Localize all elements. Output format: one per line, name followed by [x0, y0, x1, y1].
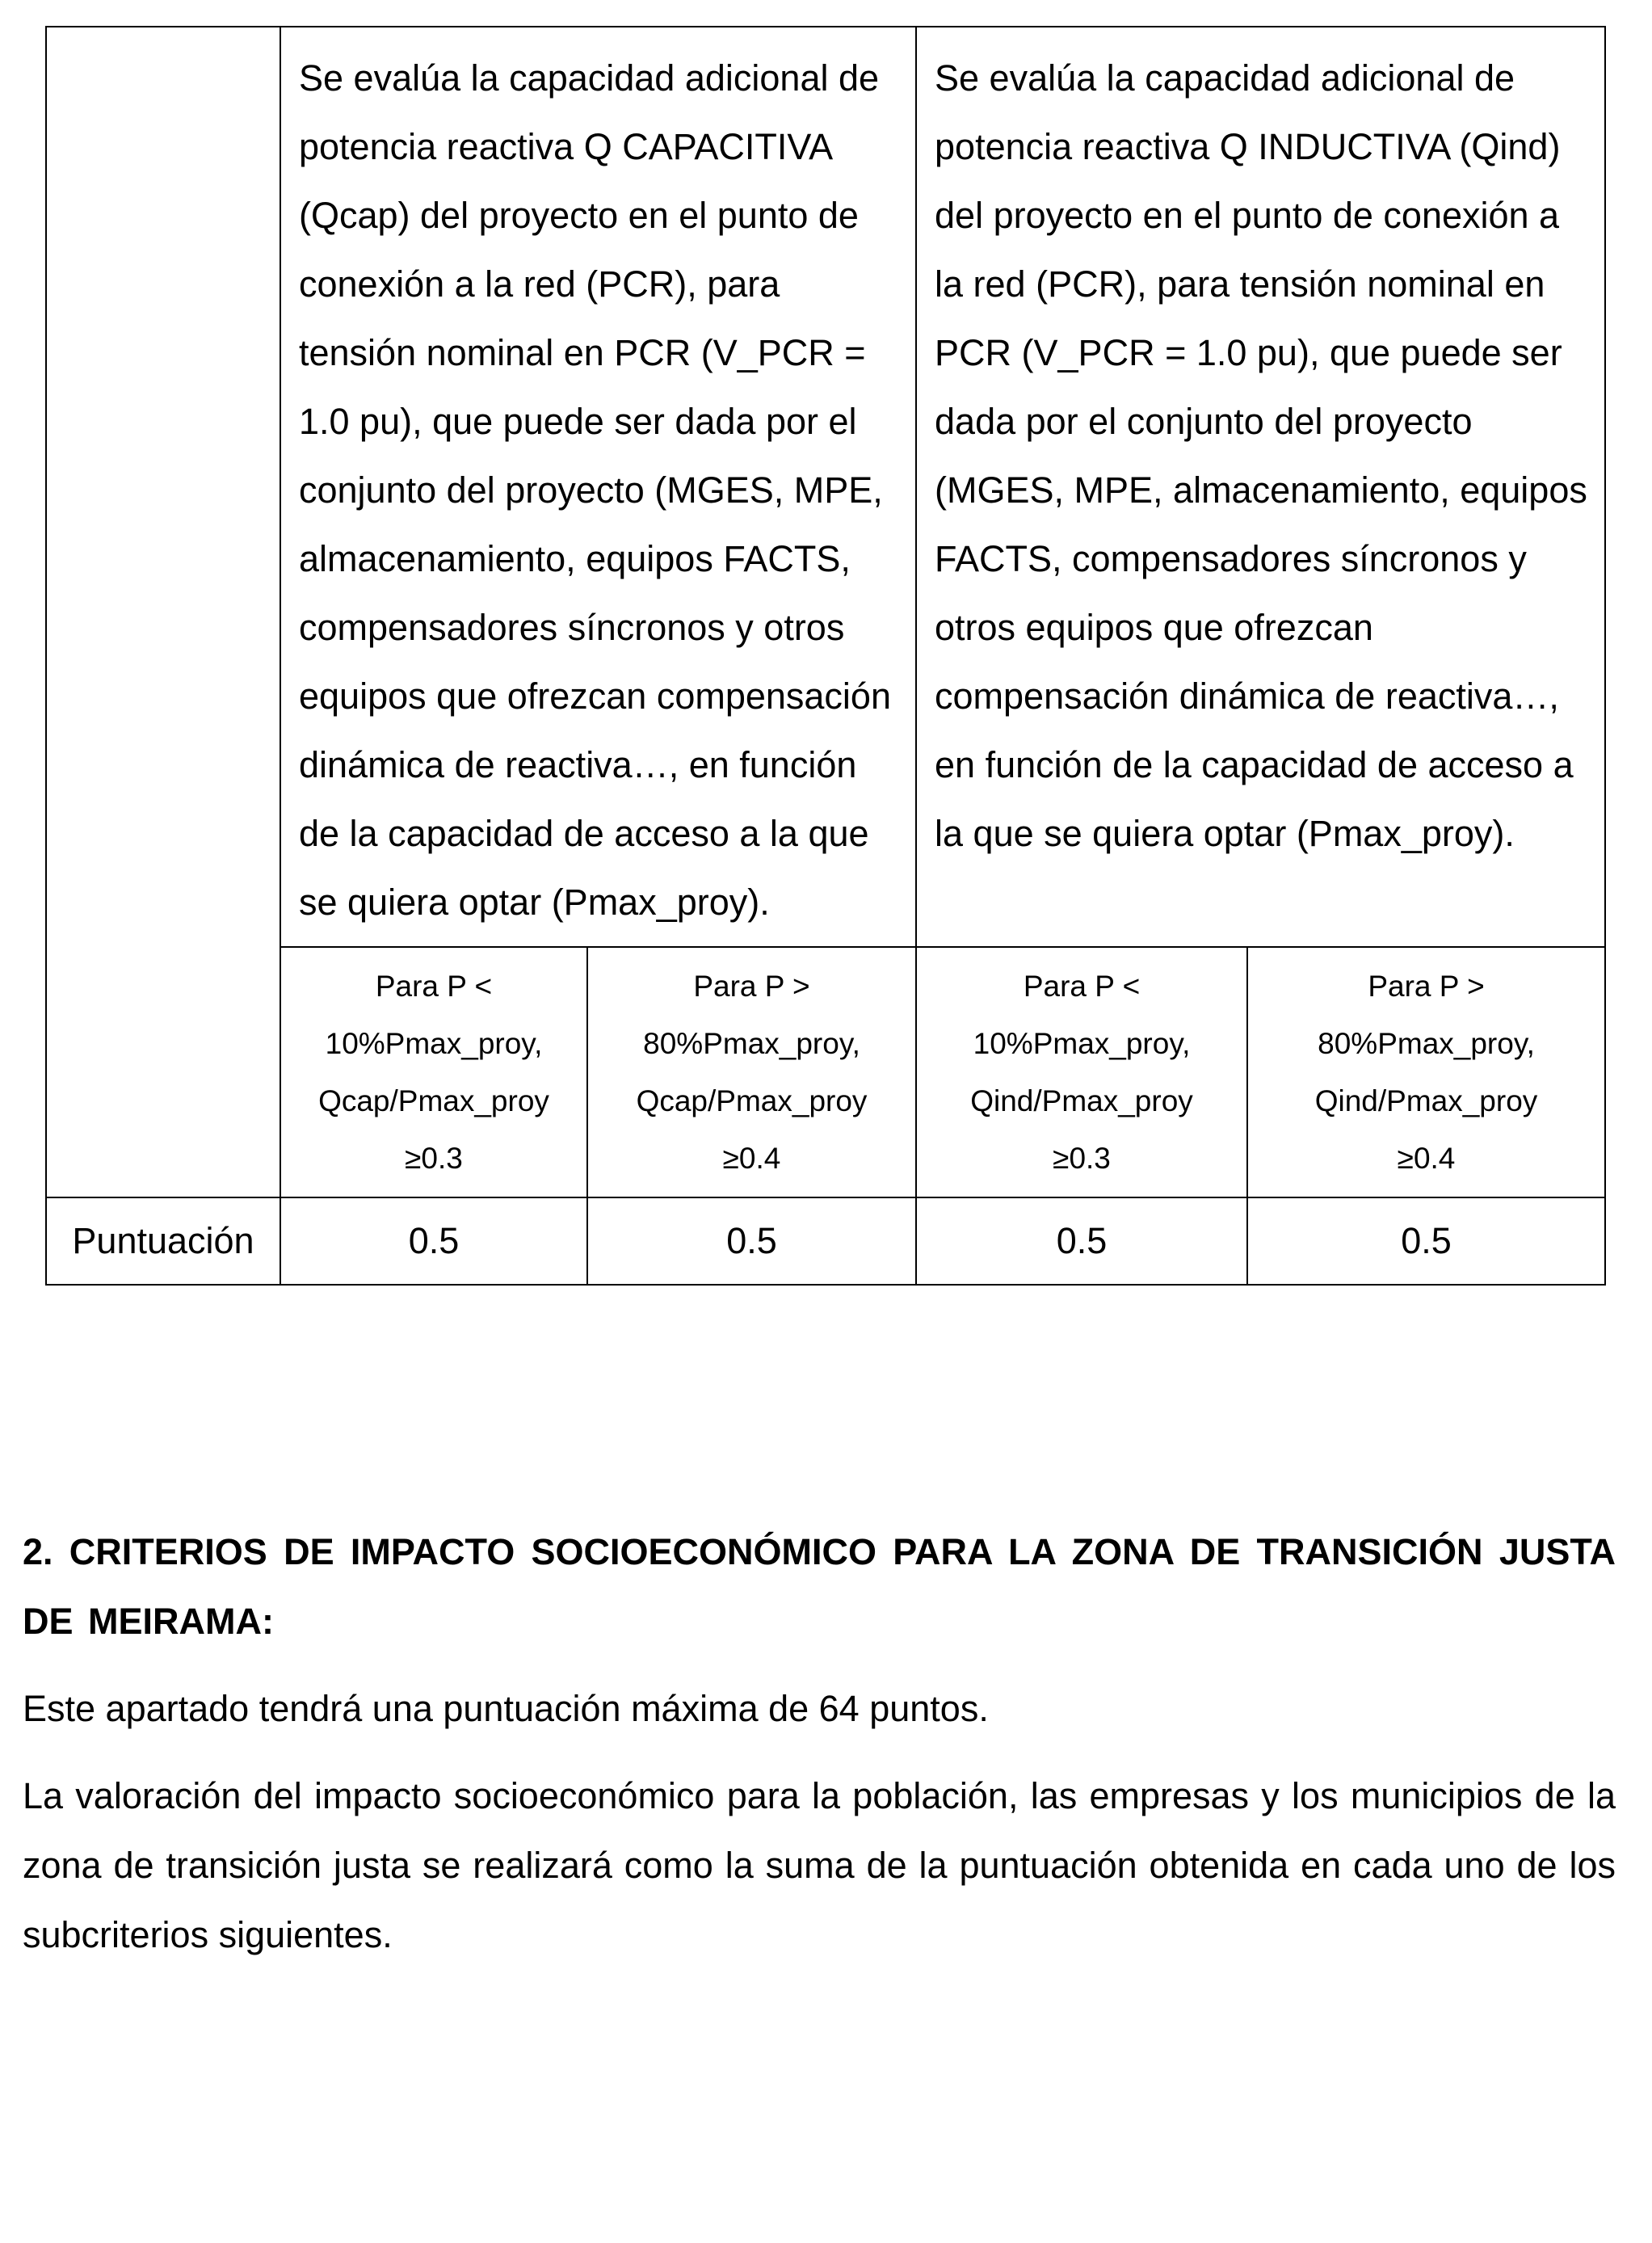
empty-header-cell: [46, 27, 280, 1197]
condition-line: Qcap/Pmax_proy: [636, 1084, 868, 1117]
condition-line: ≥0.4: [1397, 1142, 1456, 1175]
condition-line: ≥0.3: [405, 1142, 463, 1175]
condition-cell: [916, 947, 1247, 1197]
condition-line: ≥0.3: [1053, 1142, 1111, 1175]
criteria-table-container: [45, 26, 1604, 1286]
condition-line: ≥0.4: [722, 1142, 781, 1175]
score-label: Puntuación: [46, 1197, 280, 1285]
section-socioeconomic: [23, 1517, 1616, 1970]
condition-line: Qcap/Pmax_proy: [318, 1084, 549, 1117]
capacitive-description: Se evalúa la capacidad adicional de potencia reactiva Q CAPACITIVA (Qcap) del proyecto en el punto de conexión a la red (PCR), para tensión nominal en PCR (V_PCR = 1.0 pu), que puede ser dada por el conjunto del proyecto (MGES, MPE, almacenamiento, equipos FACTS, compensadores síncronos y otros equipos que ofrezcan compensación dinámica de reactiva…, en función de la capacidad de acceso a la que se quiera optar (Pmax_proy).: [280, 27, 916, 947]
condition-line: Qind/Pmax_proy: [1314, 1084, 1538, 1117]
score-value: 0.5: [916, 1197, 1247, 1285]
condition-line: Para P <: [1023, 970, 1141, 1003]
condition-cell: [280, 947, 587, 1197]
criteria-table: [45, 26, 1606, 1286]
condition-cell: [587, 947, 916, 1197]
condition-line: 80%Pmax_proy,: [643, 1027, 860, 1060]
condition-line: 80%Pmax_proy,: [1318, 1027, 1535, 1060]
condition-line: Para P >: [693, 970, 810, 1003]
score-row: [46, 1197, 1605, 1285]
score-value: 0.5: [280, 1197, 587, 1285]
condition-line: Qind/Pmax_proy: [970, 1084, 1193, 1117]
condition-line: 10%Pmax_proy,: [973, 1027, 1191, 1060]
condition-cell: [1247, 947, 1605, 1197]
condition-line: 10%Pmax_proy,: [325, 1027, 543, 1060]
score-value: 0.5: [1247, 1197, 1605, 1285]
conditions-row: [46, 947, 1605, 1197]
description-row: [46, 27, 1605, 947]
inductive-description: Se evalúa la capacidad adicional de potencia reactiva Q INDUCTIVA (Qind) del proyecto en el punto de conexión a la red (PCR), para tensión nominal en PCR (V_PCR = 1.0 pu), que puede ser dada por el conjunto del proyecto (MGES, MPE, almacenamiento, equipos FACTS, compensadores síncronos y otros equipos que ofrezcan compensación dinámica de reactiva…, en función de la capacidad de acceso a la que se quiera optar (Pmax_proy).: [916, 27, 1605, 947]
condition-line: Para P >: [1368, 970, 1485, 1003]
section-heading: 2. CRITERIOS DE IMPACTO SOCIOECONÓMICO PARA LA ZONA DE TRANSICIÓN JUSTA DE MEIRAMA:: [23, 1531, 1616, 1642]
max-score-paragraph: Este apartado tendrá una puntuación máxima de 64 puntos.: [23, 1688, 989, 1729]
evaluation-paragraph: La valoración del impacto socioeconómico para la población, las empresas y los municipios de la zona de transición justa se realizará como la suma de la puntuación obtenida en cada uno de los subcriterios siguientes.: [23, 1775, 1616, 1955]
score-value: 0.5: [587, 1197, 916, 1285]
condition-line: Para P <: [375, 970, 493, 1003]
